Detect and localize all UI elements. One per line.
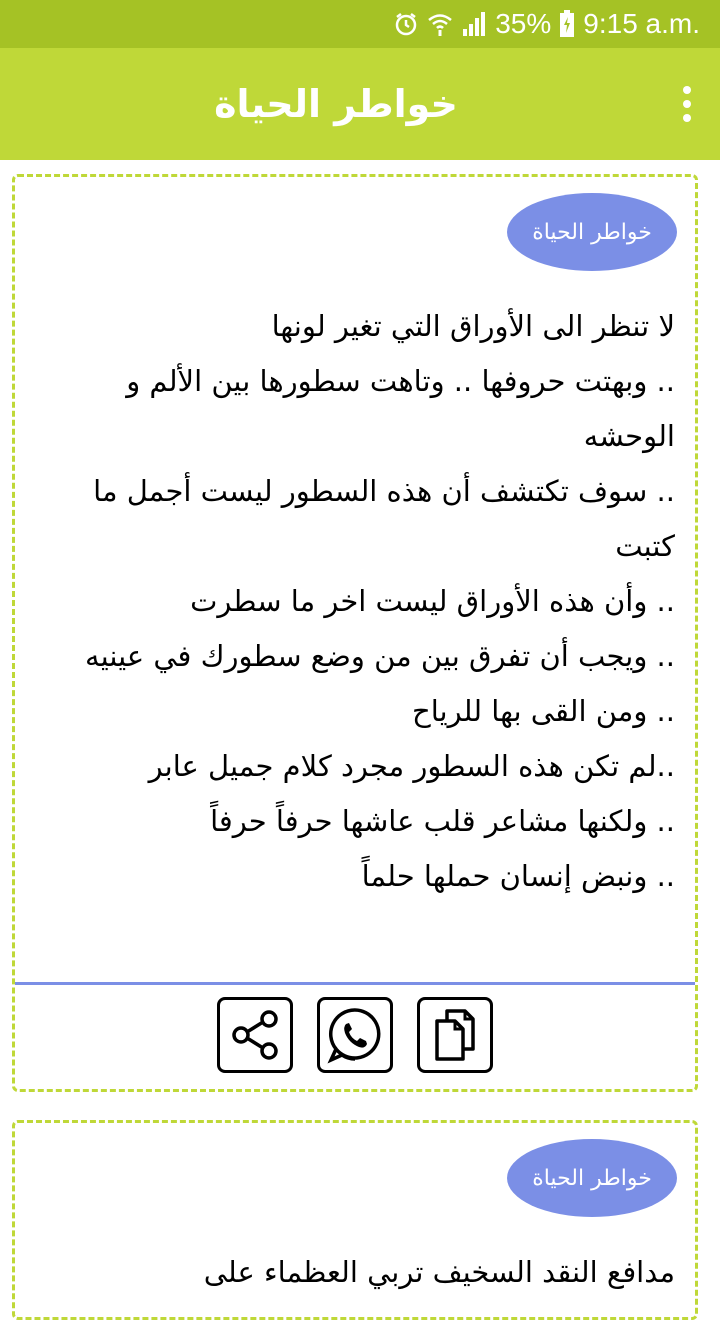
quote-line: .. وبهتت حروفها .. وتاهت سطورها بين الألم و الوحشه [126, 364, 675, 453]
quote-line: .. ومن القى بها للرياح [412, 694, 675, 728]
quote-text [45, 1245, 675, 1300]
whatsapp-icon [325, 1005, 385, 1065]
card-divider [15, 982, 695, 985]
app-bar [0, 48, 720, 160]
copy-icon [429, 1007, 481, 1063]
category-badge: خواطر الحياة [507, 1139, 677, 1217]
card-actions [15, 997, 695, 1077]
whatsapp-button[interactable] [317, 997, 393, 1073]
quote-line: .. سوف تكتشف أن هذه السطور ليست أجمل ما كتبت [93, 474, 675, 563]
quote-line: مدافع النقد السخيف تربي العظماء على [203, 1255, 675, 1289]
status-icons [393, 0, 700, 48]
quote-line: .. ونبض إنسان حملها حلماً [361, 859, 675, 893]
signal-icon [461, 11, 487, 37]
copy-button[interactable] [417, 997, 493, 1073]
quote-card [12, 1120, 698, 1320]
share-button[interactable] [217, 997, 293, 1073]
share-icon [227, 1007, 283, 1063]
alarm-icon [393, 11, 419, 37]
quote-line: .. وأن هذه الأوراق ليست اخر ما سطرت [190, 584, 675, 618]
app-title: خواطر الحياة [214, 82, 458, 126]
quote-line: ..لم تكن هذه السطور مجرد كلام جميل عابر [148, 749, 675, 783]
wifi-icon [427, 11, 453, 37]
quote-line: .. ولكنها مشاعر قلب عاشها حرفاً حرفاً [210, 804, 675, 838]
battery-percent: 35% [495, 8, 552, 39]
quote-line: .. ويجب أن تفرق بين من وضع سطورك في عينيه [85, 639, 675, 673]
status-bar [0, 0, 720, 48]
quote-line: لا تنظر الى الأوراق التي تغير لونها [271, 309, 675, 343]
clock-time: 9:15 a.m. [583, 8, 700, 39]
quote-card [12, 174, 698, 1092]
battery-charging-icon [559, 10, 575, 38]
more-vert-icon[interactable] [680, 86, 694, 122]
quote-text [45, 299, 675, 904]
category-badge: خواطر الحياة [507, 193, 677, 271]
